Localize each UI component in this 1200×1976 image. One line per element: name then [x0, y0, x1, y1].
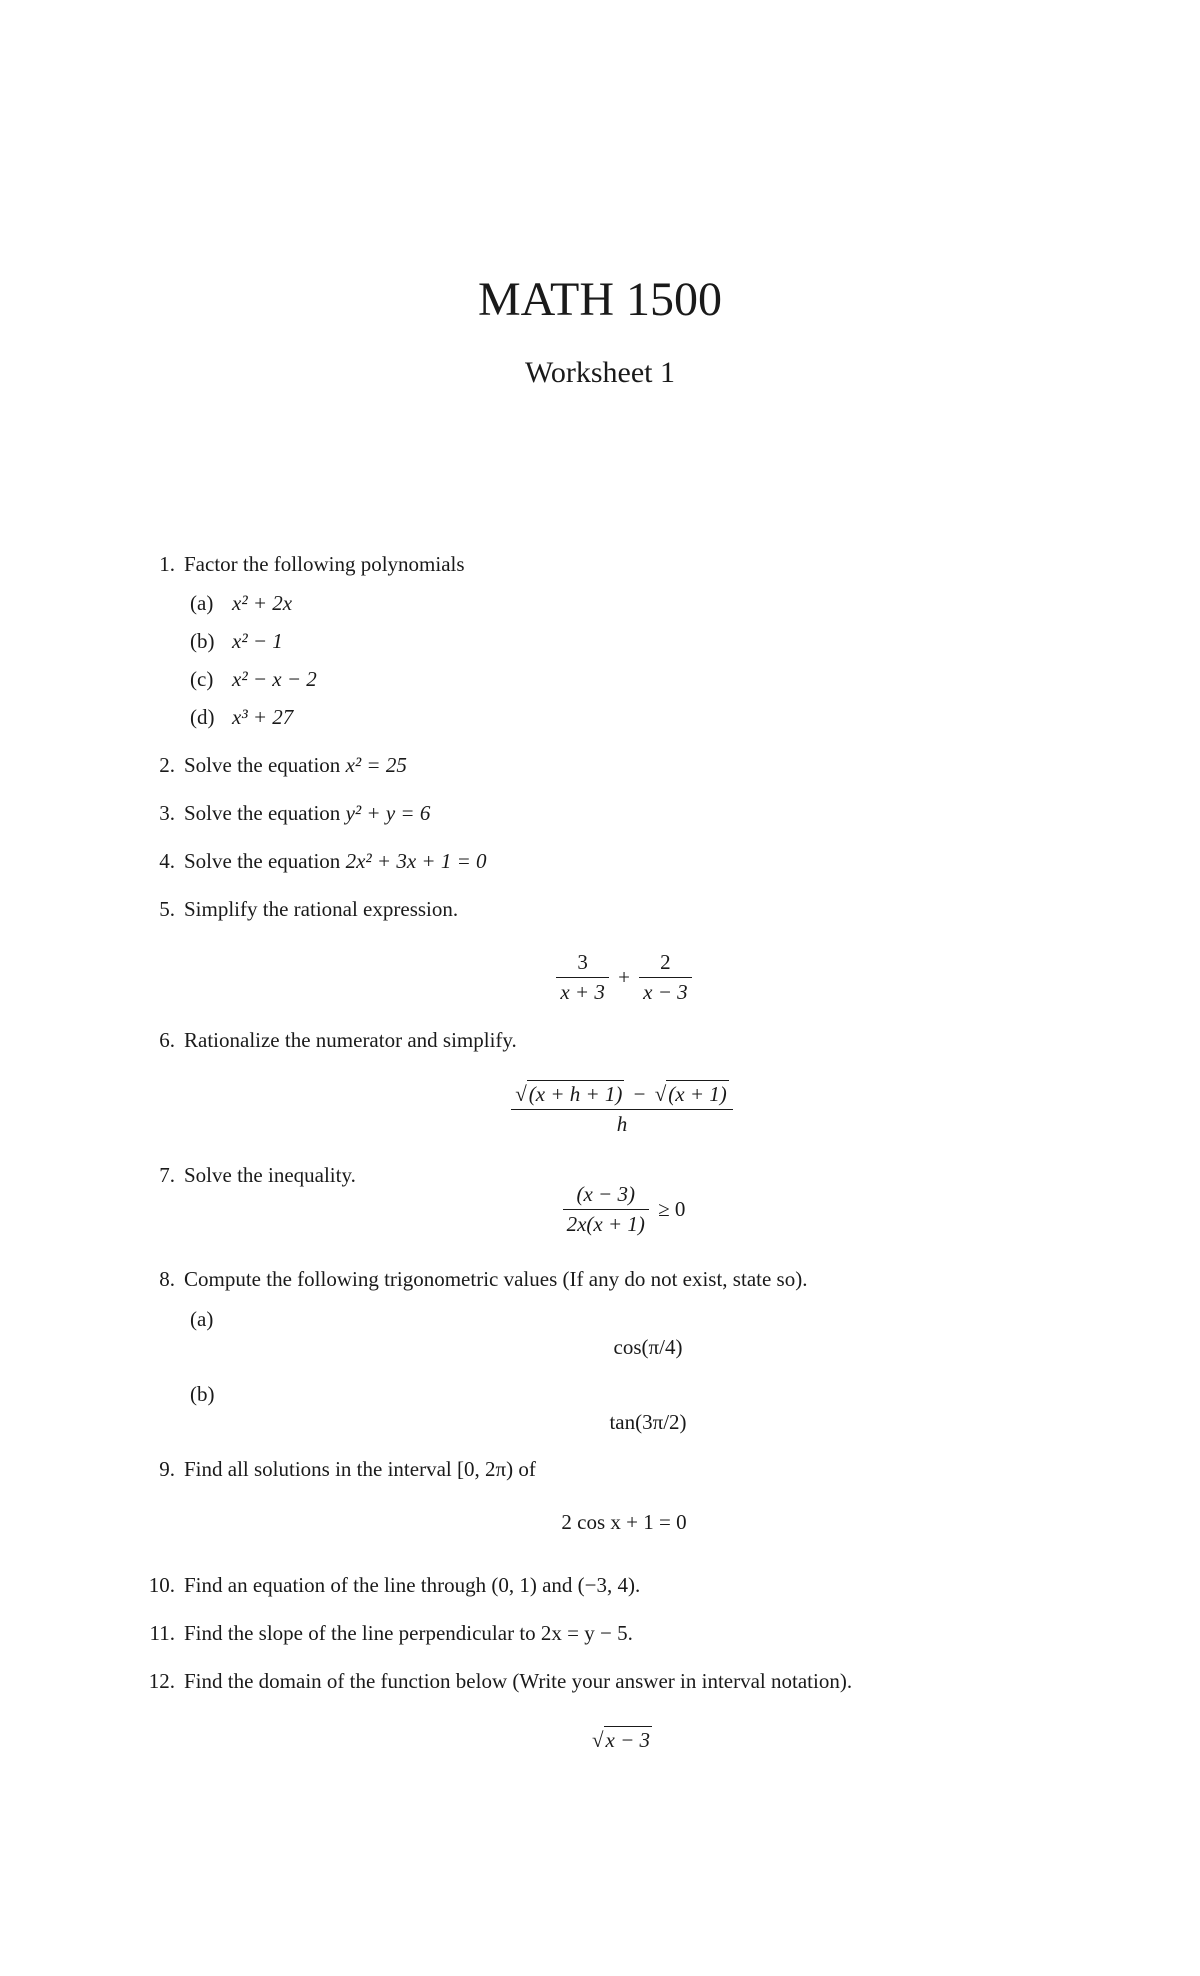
problem-expression: 2x² + 3x + 1 = 0 — [345, 849, 487, 873]
problem-expression: x² = 25 — [345, 753, 407, 777]
fraction: $\frac{2}{x - 3}$ — [639, 950, 692, 1005]
square-root: √x − 3 — [591, 1728, 651, 1752]
problem-text: Factor the following polynomials — [184, 552, 465, 576]
problem-number: 5. — [159, 897, 175, 921]
problem-number: 10. — [148, 1573, 175, 1597]
problem-text: Compute the following trigonometric values (If any do not exist, state so). — [184, 1267, 808, 1291]
radical-fraction — [22, 1082, 1200, 1137]
problem-number: 4. — [159, 849, 175, 873]
fraction: $\frac{3}{x + 3}$ — [556, 950, 609, 1005]
square-root: √(x + 1) — [654, 1082, 727, 1106]
problem-text: Find all solutions in the interval [0, 2π) of — [184, 1457, 536, 1481]
inequality — [24, 1182, 1200, 1237]
problem-number: 1. — [159, 552, 175, 576]
part-label: (b) — [190, 629, 215, 653]
fraction: $\frac{(x - 3)}{2x(x + 1)}$ — [563, 1182, 649, 1237]
part-label: (a) — [190, 1307, 214, 1331]
problem-text: Simplify the rational expression. — [184, 897, 459, 921]
part-label: (b) — [190, 1382, 215, 1406]
page-title: MATH 1500 — [477, 273, 722, 326]
problem-text: Solve the inequality. — [184, 1163, 356, 1187]
problem-number: 8. — [159, 1267, 175, 1291]
trig-expression: cos(π/4) — [613, 1335, 683, 1359]
part-expression: x³ + 27 — [232, 705, 294, 729]
problem-text: Solve the equation x² = 25 — [184, 753, 407, 777]
part-expression: x² − 1 — [232, 629, 283, 653]
operator: + — [618, 965, 630, 989]
problem-number: 2. — [159, 753, 175, 777]
problem-number: 12. — [148, 1669, 175, 1693]
problem-text: Solve the equation y² + y = 6 — [184, 801, 431, 825]
problem-text: Find an equation of the line through (0, 1) and (−3, 4). — [184, 1573, 641, 1597]
part-expression: x² − x − 2 — [232, 667, 317, 691]
page-subtitle: Worksheet 1 — [524, 356, 676, 389]
part-label: (a) — [190, 591, 214, 615]
part-label: (d) — [190, 705, 215, 729]
domain-expression — [22, 1728, 1200, 1753]
problem-number: 3. — [159, 801, 175, 825]
problem-expression: y² + y = 6 — [345, 801, 431, 825]
problem-text: Solve the equation 2x² + 3x + 1 = 0 — [184, 849, 487, 873]
problem-number: 6. — [159, 1028, 175, 1052]
trig-equation: 2 cos x + 1 = 0 — [561, 1510, 687, 1534]
relation: ≥ 0 — [658, 1197, 686, 1221]
problem-text: Find the domain of the function below (Write your answer in interval notation). — [184, 1669, 853, 1693]
part-label: (c) — [190, 667, 214, 691]
part-expression: x² + 2x — [232, 591, 293, 615]
square-root: √(x + h + 1) — [515, 1082, 623, 1106]
problem-text: Find the slope of the line perpendicular to 2x = y − 5. — [184, 1621, 633, 1645]
problem-text: Rationalize the numerator and simplify. — [184, 1028, 517, 1052]
rational-expression — [24, 950, 1200, 1005]
problem-number: 7. — [159, 1163, 175, 1187]
problem-number: 9. — [159, 1457, 175, 1481]
trig-expression: tan(3π/2) — [609, 1410, 687, 1434]
fraction: $\frac{√(x + h + 1) - √(x + 1)}{h}$ — [511, 1082, 733, 1137]
problem-number: 11. — [149, 1621, 175, 1645]
